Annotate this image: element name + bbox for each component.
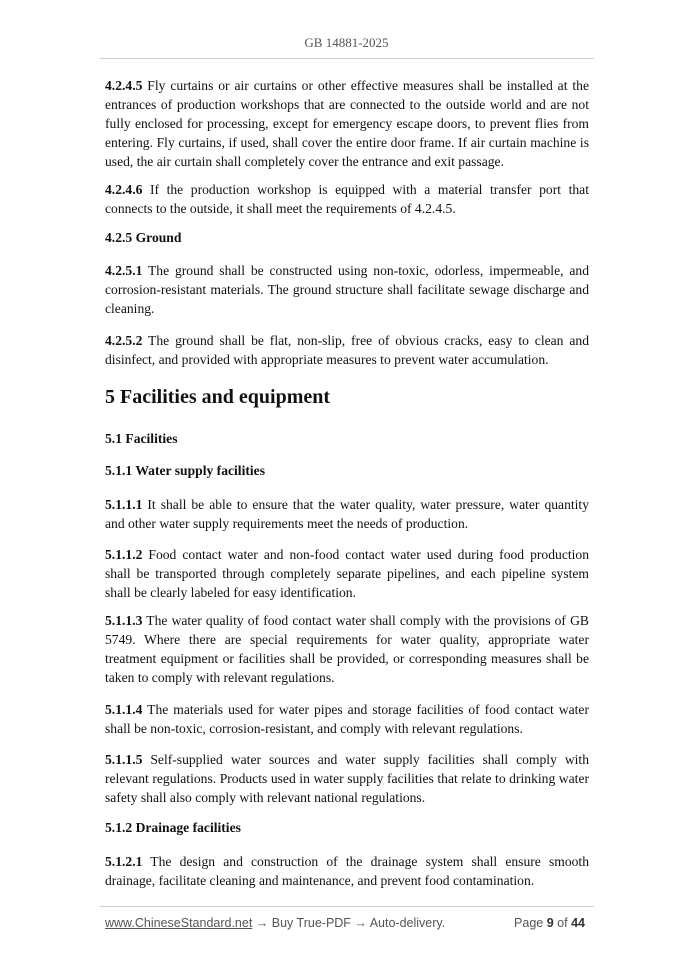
clause-4-2-5-2	[105, 331, 589, 369]
clause-text: Self-supplied water sources and water supply facilities shall comply with relevant regulations. Products used in water supply facilities that relate to drinking water safety shall also comply with relevant national regulations.	[105, 752, 589, 805]
clause-number: 5.1.1.2	[105, 547, 143, 562]
clause-5-1-1-2	[105, 545, 589, 602]
clause-5-1-1-3	[105, 611, 589, 687]
footer	[105, 916, 585, 930]
of-label: of	[557, 916, 568, 930]
site-link[interactable]: www.ChineseStandard.net	[105, 916, 253, 930]
clause-5-1-1-4	[105, 700, 589, 738]
footer-tagline: → Buy True-PDF → Auto-delivery.	[252, 916, 446, 930]
clause-number: 5.1.1.3	[105, 613, 143, 628]
clause-5-1-1-1	[105, 495, 589, 533]
page-total: 44	[571, 916, 585, 930]
heading-5-1-1: 5.1.1 Water supply facilities	[105, 463, 265, 478]
page-label: Page	[514, 916, 544, 930]
clause-text: The materials used for water pipes and storage facilities of food contact water shall be non-toxic, corrosion-resistant, and comply with relevant regulations.	[105, 702, 589, 736]
clause-number: 5.1.2.1	[105, 854, 143, 869]
clause-number: 5.1.1.4	[105, 702, 143, 717]
clause-number: 4.2.5.1	[105, 263, 143, 278]
heading-5-1: 5.1 Facilities	[105, 431, 178, 446]
clause-text: The water quality of food contact water shall comply with the provisions of GB 5749. Where there are special requirements for water quality, appropriate water treatment equipment or facilities shall be provided, or corresponding measures shall be taken to comply with relevant regulations.	[105, 613, 589, 685]
clause-text: Food contact water and non-food contact water used during food production shall be transported through completely separate pipelines, and each pipeline system shall be clearly labeled for easy identification.	[105, 547, 589, 600]
chapter-5-title: 5 Facilities and equipment	[105, 386, 331, 408]
clause-4-2-5-1	[105, 261, 589, 318]
header-rule	[100, 58, 594, 59]
page-number: 9	[546, 916, 554, 930]
clause-4-2-4-5	[105, 76, 589, 171]
heading-5-1-2: 5.1.2 Drainage facilities	[105, 820, 241, 835]
clause-number: 5.1.1.5	[105, 752, 143, 767]
clause-5-1-1-5	[105, 750, 589, 807]
clause-4-2-4-6	[105, 180, 589, 218]
clause-text: If the production workshop is equipped with a material transfer port that connects to the outside, it shall meet the requirements of 4.2.4.5.	[105, 182, 589, 216]
page-indicator	[514, 916, 585, 930]
clause-number: 4.2.4.6	[105, 182, 143, 197]
clause-text: It shall be able to ensure that the water quality, water pressure, water quantity and other water supply requirements meet the needs of production.	[105, 497, 589, 531]
clause-text: The ground shall be flat, non-slip, free of obvious cracks, easy to clean and disinfect, and provided with appropriate measures to prevent water accumulation.	[105, 333, 589, 367]
clause-5-1-2-1	[105, 852, 589, 890]
clause-text: Fly curtains or air curtains or other effective measures shall be installed at the entrances of production workshops that are connected to the outside world and are not fully enclosed for processing, except for emergency escape doors, to prevent flies from entering. Fly curtains, if used, shall cover the entire door frame. If air curtain machine is used, the air curtain shall completely cover the entrance and exit passage.	[105, 78, 589, 169]
clause-number: 4.2.5.2	[105, 333, 143, 348]
clause-text: The design and construction of the drainage system shall ensure smooth drainage, facilitate cleaning and maintenance, and prevent food contamination.	[105, 854, 589, 888]
clause-number: 4.2.4.5	[105, 78, 143, 93]
clause-number: 5.1.1.1	[105, 497, 143, 512]
clause-text: The ground shall be constructed using non-toxic, odorless, impermeable, and corrosion-resistant materials. The ground structure shall facilitate sewage discharge and cleaning.	[105, 263, 589, 316]
heading-4-2-5: 4.2.5 Ground	[105, 230, 182, 245]
footer-rule	[100, 906, 594, 907]
header-doc-id: GB 14881-2025	[304, 35, 389, 50]
